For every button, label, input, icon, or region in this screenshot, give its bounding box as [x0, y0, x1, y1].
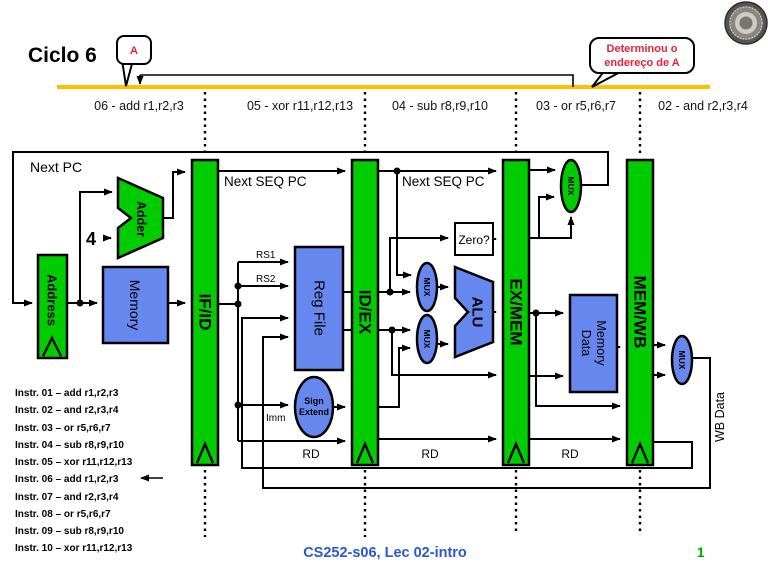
zero-label: Zero? — [458, 233, 490, 247]
mem-wb-register — [627, 160, 653, 465]
seal-center — [740, 17, 753, 30]
wire-imm-to-mux2 — [378, 348, 410, 407]
segment-label-06: 06 - add r1,r2,r3 — [94, 99, 184, 113]
junction-dot — [235, 402, 242, 409]
data-memory-line1: Data — [579, 329, 593, 357]
sign-extend — [295, 377, 333, 437]
adder — [118, 178, 163, 258]
rs2-label: RS2 — [256, 274, 276, 285]
alu-mux-2 — [417, 315, 437, 363]
mem-wb-label: MEM/WB — [630, 275, 650, 349]
instr-10: Instr. 10 – xor r11,r12,r13 — [15, 543, 133, 554]
footer — [303, 545, 705, 561]
zero-detect — [455, 223, 493, 255]
instr-06: Instr. 06 – add r1,r2,r3 — [15, 474, 119, 485]
rs1-label: RS1 — [256, 250, 276, 261]
university-seal-logo — [725, 2, 767, 44]
junction-dot — [533, 310, 540, 317]
rd-label-2: RD — [421, 447, 439, 461]
pc-mux-label: MUX — [566, 176, 576, 196]
next-pc-label: Next PC — [30, 159, 83, 175]
junction-dot — [235, 283, 242, 290]
alu-mux-1 — [417, 263, 437, 311]
ex-mem-label: EX/MEM — [506, 278, 526, 346]
wb-data-label: WB Data — [713, 391, 727, 443]
data-memory-line2: Memory — [594, 320, 608, 366]
pc-mux — [561, 160, 581, 212]
page-title: Ciclo 6 — [28, 44, 97, 67]
callout-note-line1: Determinou o — [606, 43, 678, 55]
junction-dot — [389, 327, 396, 334]
next-seq-pc-label-1: Next SEQ PC — [224, 174, 307, 189]
segment-label-02: 02 - and r2,r3,r4 — [658, 99, 748, 113]
alu — [455, 267, 493, 357]
id-ex-label: ID/EX — [355, 289, 375, 335]
segment-label-03: 03 - or r5,r6,r7 — [536, 99, 616, 113]
callout-a-text: A — [130, 45, 138, 57]
sign-extend-line1: Sign — [304, 396, 324, 406]
wire-zero-select — [529, 217, 571, 238]
wb-mux-label: MUX — [677, 350, 687, 370]
junction-dot — [394, 168, 401, 175]
reg-file — [295, 247, 343, 370]
blocks — [38, 160, 692, 465]
if-id-register — [192, 160, 218, 465]
callout-a — [117, 36, 151, 86]
footer-course-label: CS252-s06, Lec 02-intro — [303, 545, 467, 561]
sign-extend-line2: Extend — [298, 407, 330, 417]
wire-adder-to-ifid — [163, 172, 185, 218]
instr-02: Instr. 02 – and r2,r3,r4 — [15, 405, 119, 416]
instr-05: Instr. 05 – xor r11,r12,r13 — [15, 457, 133, 468]
adder-label: Adder — [134, 200, 148, 238]
segment-label-04: 04 - sub r8,r9,r10 — [392, 99, 488, 113]
instr-07: Instr. 07 – and r2,r3,r4 — [15, 492, 119, 503]
next-seq-pc-label-2: Next SEQ PC — [402, 174, 485, 189]
instr-01: Instr. 01 – add r1,r2,r3 — [15, 388, 119, 399]
reg-file-label: Reg File — [310, 280, 328, 336]
instr-03: Instr. 03 – or r5,r6,r7 — [15, 423, 111, 434]
imm-label: Imm — [266, 413, 286, 424]
address-label: Address — [44, 273, 60, 327]
memory-label: Memory — [127, 279, 143, 331]
page-number: 1 — [697, 545, 705, 560]
if-id-label: IF/ID — [195, 293, 215, 331]
rd-label-3: RD — [561, 447, 579, 461]
alu-label: ALU — [468, 296, 486, 328]
wb-mux — [672, 336, 692, 384]
mux2-label: MUX — [422, 329, 432, 349]
junction-dot — [77, 300, 84, 307]
rd-label-1: RD — [302, 447, 320, 461]
constant-four-label: 4 — [86, 229, 97, 249]
mux1-label: MUX — [422, 277, 432, 297]
instr-08: Instr. 08 – or r5,r6,r7 — [15, 509, 111, 520]
callout-note-line2: endereço de A — [604, 57, 680, 69]
instruction-memory — [103, 267, 168, 343]
data-memory — [570, 295, 617, 392]
instruction-list — [15, 388, 163, 554]
callout-note — [590, 38, 694, 87]
wire-branch-to-pcmux — [539, 197, 554, 238]
junction-dot — [387, 289, 394, 296]
junction-dot — [235, 301, 242, 308]
ex-mem-register — [503, 160, 529, 465]
segment-label-05: 05 - xor r11,r12,r13 — [246, 99, 354, 113]
instr-04: Instr. 04 – sub r8,r9,r10 — [15, 440, 124, 451]
id-ex-register — [352, 160, 378, 465]
instr-09: Instr. 09 – sub r8,r9,r10 — [15, 526, 124, 537]
address-register — [38, 255, 67, 358]
timeline-bar — [57, 85, 710, 89]
